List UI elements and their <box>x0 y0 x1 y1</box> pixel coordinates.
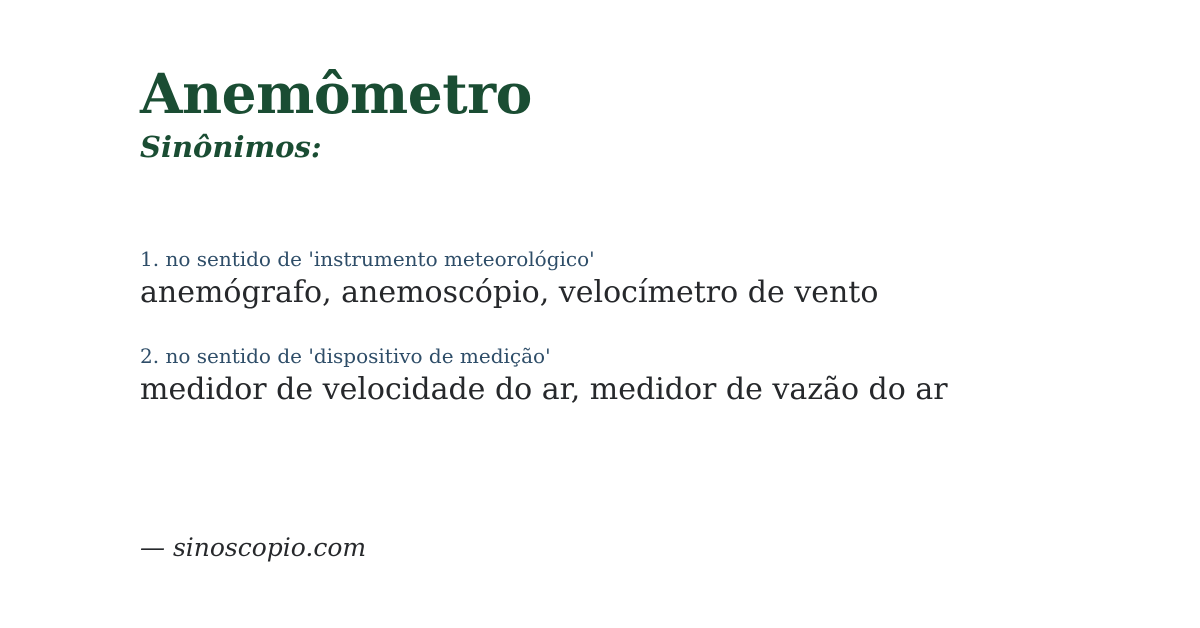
synonyms-subtitle: Sinônimos: <box>140 130 322 164</box>
source-attribution: — sinoscopio.com <box>140 533 367 562</box>
senses-list <box>140 246 1140 439</box>
sense-1-label: 1. no sentido de 'instrumento meteorológico' <box>140 247 595 271</box>
sense-2-synonyms: medidor de velocidade do ar, medidor de vazão do ar <box>140 371 948 407</box>
sense-2-label: 2. no sentido de 'dispositivo de medição' <box>140 343 551 368</box>
headword-title: Anemômetro <box>140 61 532 126</box>
sense-item-1 <box>140 246 1140 314</box>
sense-item-2 <box>140 343 1140 411</box>
sense-1-synonyms: anemógrafo, anemoscópio, velocímetro de vento <box>140 275 879 310</box>
